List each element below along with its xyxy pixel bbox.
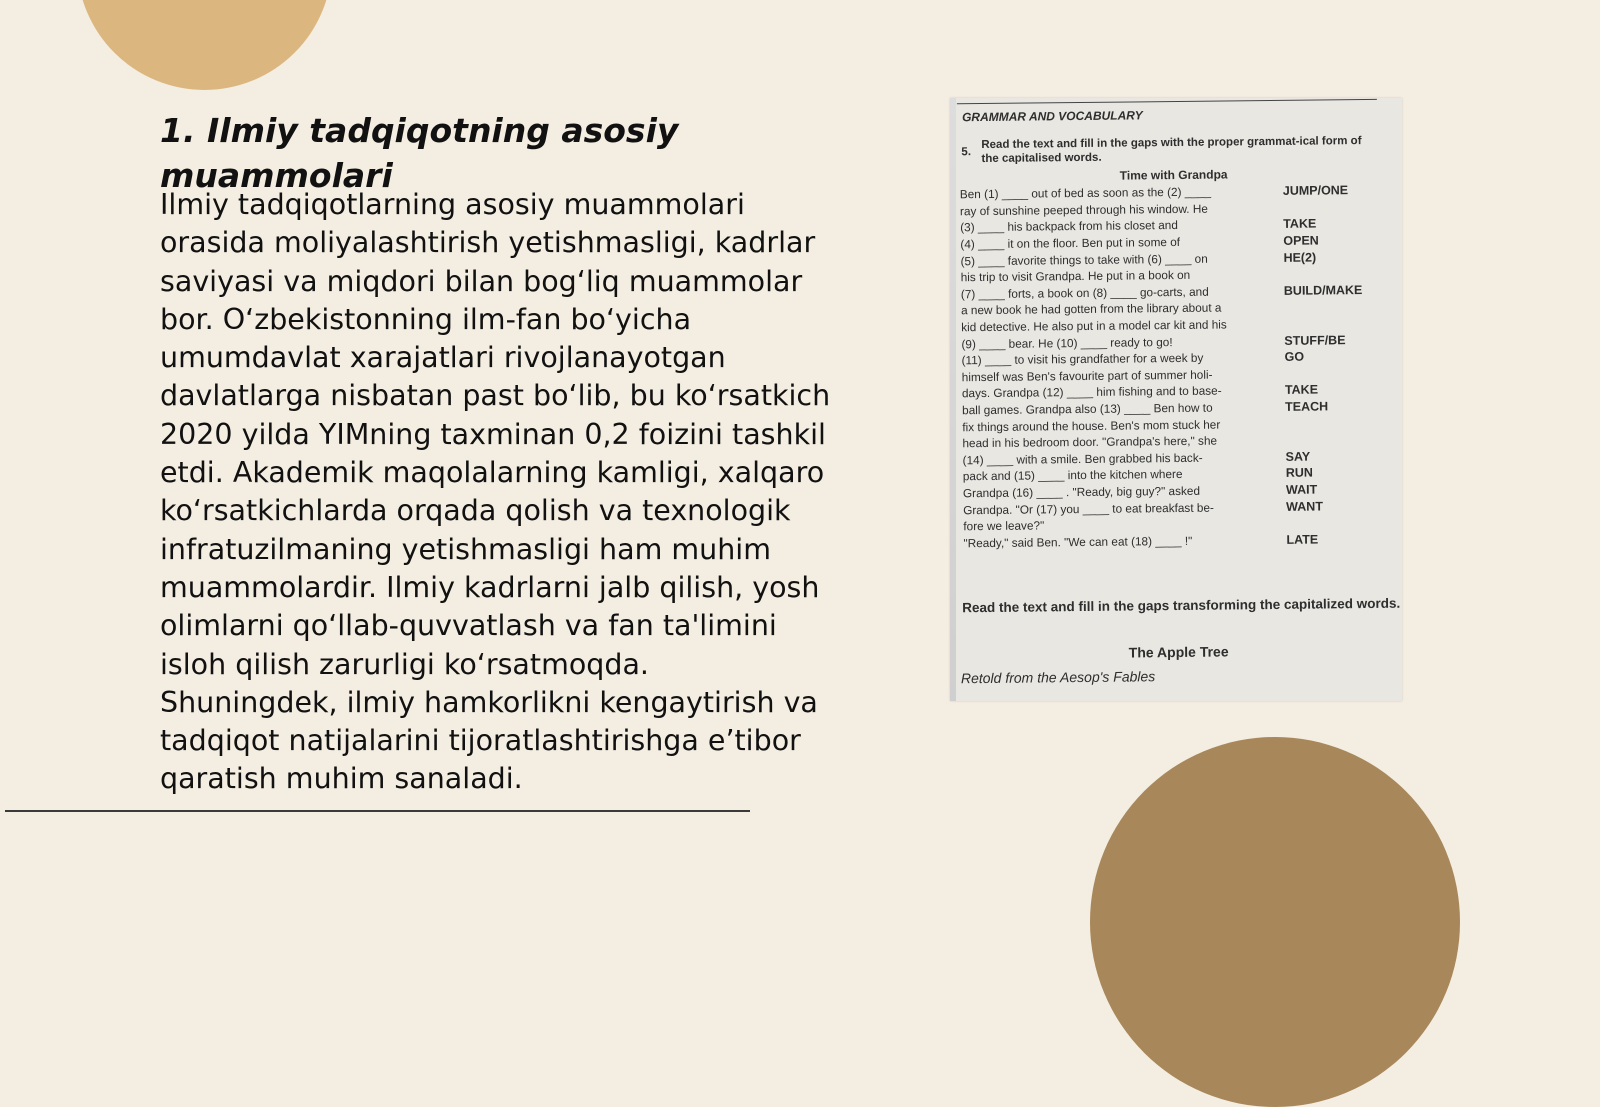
scan-line-text: ray of sunshine peeped through his window. He	[960, 201, 1275, 218]
scan-section-heading: GRAMMAR AND VOCABULARY	[962, 108, 1143, 124]
scan-line-text: (11) ____ to visit his grandfather for a week by	[962, 350, 1277, 367]
scan-line-text: Grandpa (16) ____ . "Ready, big guy?" asked	[963, 483, 1278, 500]
scan-line-keyword: WAIT	[1278, 483, 1317, 497]
scan-exercise-number: 5.	[961, 146, 971, 158]
scan-line-text: himself was Ben's favourite part of summer holi-	[962, 367, 1277, 384]
decorative-circle-bottom	[1090, 737, 1460, 1107]
scan-line-text: (14) ____ with a smile. Ben grabbed his back-	[963, 450, 1278, 467]
scan-line-keyword: JUMP/ONE	[1275, 183, 1348, 198]
scan-text-lines	[960, 182, 1402, 552]
scan-line	[963, 530, 1402, 551]
scan-line-keyword: HE(2)	[1275, 250, 1316, 264]
scan-line-text: "Ready," said Ben. "We can eat (18) ____ !"	[963, 533, 1278, 550]
scan-line-text: (7) ____ forts, a book on (8) ____ go-carts, and	[961, 284, 1276, 301]
scan-line-keyword: TAKE	[1275, 217, 1316, 231]
scan-story-title: Time with Grandpa	[950, 166, 1400, 185]
divider-line	[5, 810, 750, 812]
scan-line-keyword: RUN	[1278, 466, 1313, 480]
scan-line-keyword: OPEN	[1275, 234, 1319, 248]
scan-line-text: head in his bedroom door. "Grandpa's here," she	[962, 433, 1277, 450]
scan-instruction-2: Read the text and fill in the gaps transforming the capitalized words.	[962, 594, 1402, 619]
scan-line-text: (3) ____ his backpack from his closet and	[960, 217, 1275, 234]
scan-line-text: his trip to visit Grandpa. He put in a book on	[961, 267, 1276, 284]
scan-line-keyword: STUFF/BE	[1276, 333, 1345, 348]
scan-line-text: (4) ____ it on the floor. Ben put in some of	[960, 234, 1275, 251]
scan-story2-title: The Apple Tree	[953, 642, 1402, 663]
scan-line-keyword: TEACH	[1277, 399, 1328, 414]
scan-line-text: Grandpa. "Or (17) you ____ to eat breakfast be-	[963, 500, 1278, 517]
scan-line-text: (9) ____ bear. He (10) ____ ready to go!	[961, 334, 1276, 351]
scan-line-text: fore we leave?"	[963, 516, 1278, 533]
scan-credit: Retold from the Aesop's Fables	[961, 668, 1156, 686]
scan-line-text: a new book he had gotten from the library about a	[961, 300, 1276, 317]
scan-line-keyword: LATE	[1278, 532, 1318, 546]
scan-instruction: Read the text and fill in the gaps with the proper grammat-ical form of the capitalised words.	[981, 134, 1381, 166]
scan-line-keyword: SAY	[1278, 449, 1311, 463]
scan-line-keyword: WANT	[1278, 499, 1323, 513]
scan-line-text: ball games. Grandpa also (13) ____ Ben how to	[962, 400, 1277, 417]
scan-line-text: kid detective. He also put in a model car kit and his	[961, 317, 1276, 334]
scan-line-keyword: TAKE	[1277, 383, 1318, 397]
decorative-circle-top	[77, 0, 332, 90]
scan-line-text: days. Grandpa (12) ____ him fishing and to base-	[962, 383, 1277, 400]
textbook-scan-image	[950, 98, 1402, 701]
scan-line-text: Ben (1) ____ out of bed as soon as the (2) ____	[960, 184, 1275, 201]
slide-body-text: Ilmiy tadqiqotlarning asosiy muammolari orasida moliyalashtirish yetishmasligi, kadrlar saviyasi va miqdori bilan bog‘liq muammolar bor. O‘zbekistonning ilm-fan bo‘yicha umumdavlat xarajatlari rivojlanayotgan davlatlarga nisbatan past bo‘lib, bu ko‘rsatkich 2020 yilda YIMning taxminan 0,2 foizini tashkil etdi. Akademik maqolalarning kamligi, xalqaro ko‘rsatkichlarda orqada qolish va texnologik infratuzilmaning yetishmasligi ham muhim muammolardir. Ilmiy kadrlarni jalb qilish, yosh olimlarni qo‘llab-quvvatlash va fan ta'limini isloh qilish zarurligi ko‘rsatmoqda. Shuningdek, ilmiy hamkorlikni kengaytirish va tadqiqot natijalarini tijoratlashtirishga e’tibor qaratish muhim sanaladi.	[160, 186, 835, 799]
slide-title: 1. Ilmiy tadqiqotning asosiy muammolari	[160, 108, 800, 198]
scan-line-text: fix things around the house. Ben's mom stuck her	[962, 417, 1277, 434]
scan-line-keyword: BUILD/MAKE	[1276, 283, 1363, 298]
scan-line-keyword: GO	[1276, 350, 1304, 364]
scan-top-rule	[957, 99, 1377, 104]
scan-line-text: (5) ____ favorite things to take with (6) ____ on	[960, 251, 1275, 268]
scan-line-text: pack and (15) ____ into the kitchen where	[963, 466, 1278, 483]
